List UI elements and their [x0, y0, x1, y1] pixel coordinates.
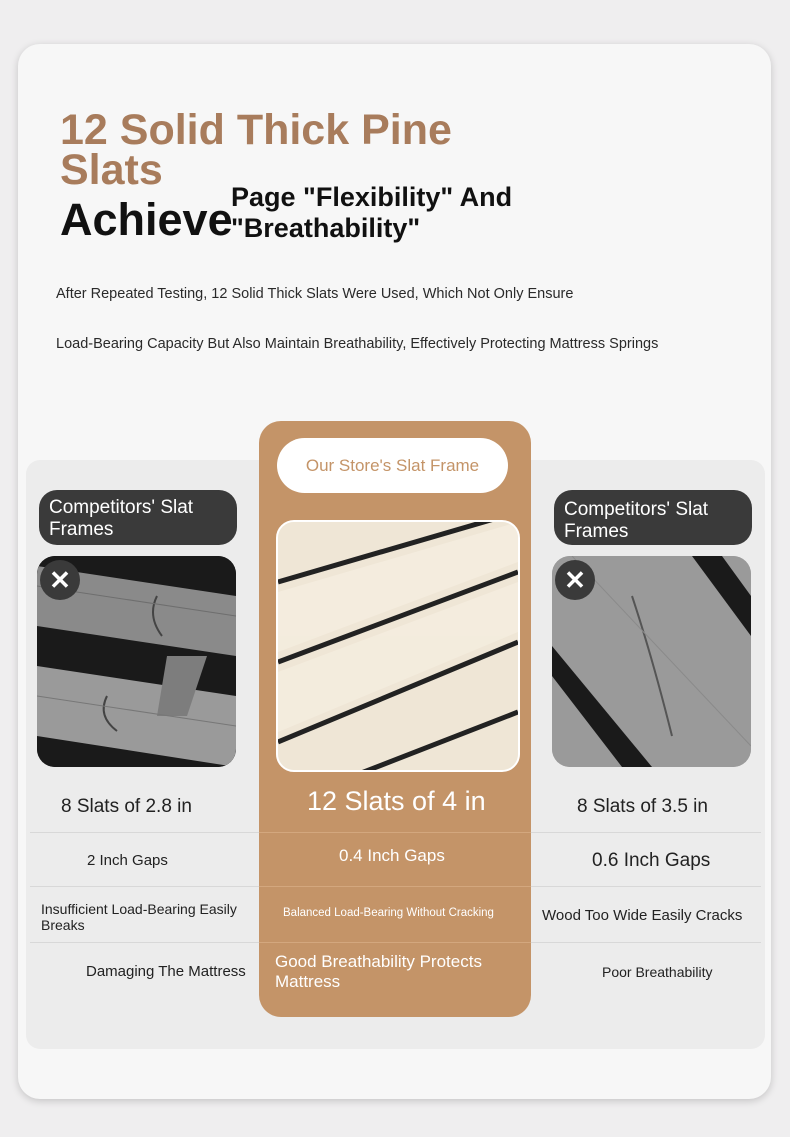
- heading-line-3: Page "Flexibility" And "Breathability": [231, 182, 513, 243]
- competitor-label-left: Competitors' Slat Frames: [39, 490, 237, 545]
- our-slats-count: 12 Slats of 4 in: [307, 785, 486, 816]
- divider: [531, 942, 761, 943]
- divider: [531, 832, 761, 833]
- our-breathability: Good Breathability Protects Mattress: [275, 952, 482, 991]
- left-gap-size: 2 Inch Gaps: [87, 851, 168, 869]
- description-line-1: After Repeated Testing, 12 Solid Thick Slats Were Used, Which Not Only Ensure: [56, 286, 574, 302]
- right-slats-count: 8 Slats of 3.5 in: [577, 796, 708, 817]
- right-gap-size: 0.6 Inch Gaps: [592, 850, 711, 871]
- divider: [259, 832, 531, 833]
- divider: [259, 942, 531, 943]
- divider: [531, 886, 761, 887]
- divider: [30, 942, 259, 943]
- left-slats-count: 8 Slats of 2.8 in: [61, 796, 192, 817]
- description-line-2: Load-Bearing Capacity But Also Maintain Breathability, Effectively Protecting Mattress Springs: [56, 336, 659, 352]
- right-breathability: Poor Breathability: [602, 964, 713, 980]
- our-slats-photo: [276, 520, 520, 772]
- divider: [259, 886, 531, 887]
- competitor-label-right: Competitors' Slat Frames: [554, 490, 752, 545]
- left-breathability: Damaging The Mattress: [86, 962, 246, 980]
- our-frame-label: Our Store's Slat Frame: [277, 438, 508, 493]
- left-load-bearing: Insufficient Load-Bearing Easily Breaks: [41, 901, 237, 933]
- divider: [30, 886, 259, 887]
- divider: [30, 832, 259, 833]
- heading-line-2: Achieve: [60, 194, 233, 245]
- heading-line-1: 12 Solid Thick Pine Slats: [60, 106, 452, 194]
- our-load-bearing: Balanced Load-Bearing Without Cracking: [283, 907, 494, 919]
- right-load-bearing: Wood Too Wide Easily Cracks: [542, 906, 743, 924]
- x-icon: ✕: [555, 560, 595, 600]
- x-icon: ✕: [40, 560, 80, 600]
- our-gap-size: 0.4 Inch Gaps: [339, 846, 445, 865]
